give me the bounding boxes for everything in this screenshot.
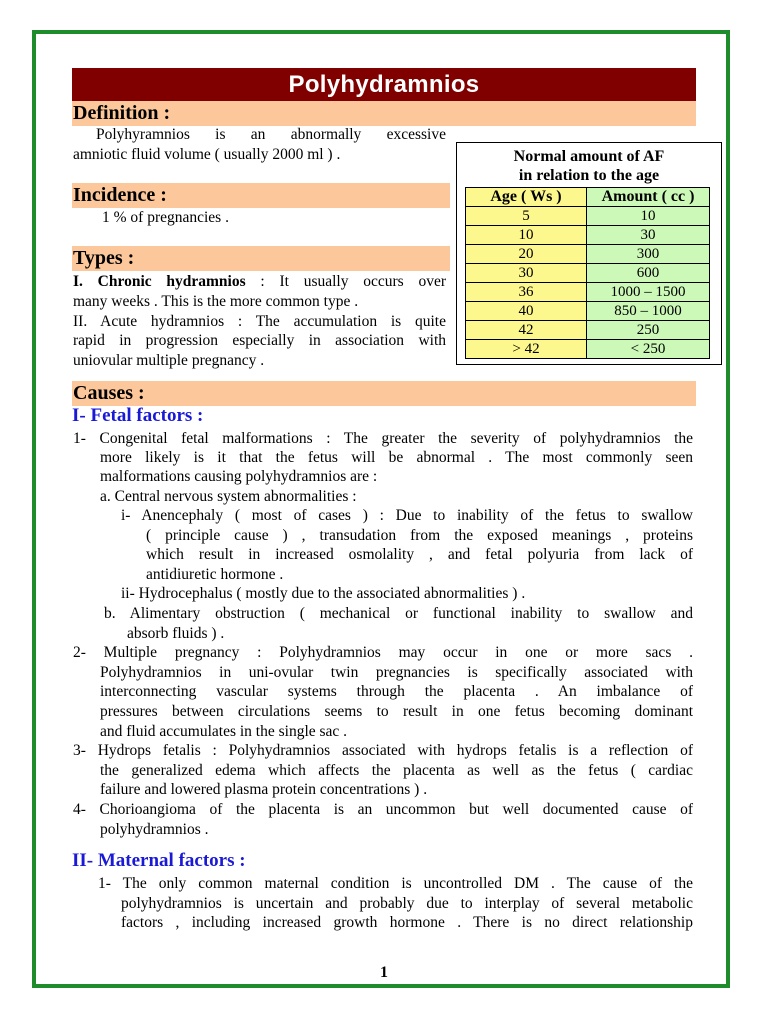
cause-3-line-2: the generalized edema which affects the placenta as well as the fetus ( cardiac: [100, 762, 693, 779]
cause-2-line-1: 2- Multiple pregnancy : Polyhydramnios may occur in one or more sacs .: [73, 644, 693, 661]
definition-line-1: Polyhyramnios is an abnormally excessive: [96, 126, 446, 143]
cause-3-line-1: 3- Hydrops fetalis : Polyhydramnios associated with hydrops fetalis is a reflection of: [73, 742, 693, 759]
fetal-factors-heading: I- Fetal factors :: [72, 405, 204, 426]
maternal-1-line-1: 1- The only common maternal condition is uncontrolled DM . The cause of the: [98, 875, 693, 892]
amount-cell: 850 – 1000: [587, 302, 710, 321]
age-cell: 10: [466, 226, 587, 245]
age-cell: 36: [466, 283, 587, 302]
cause-1a-i-line-2: ( principle cause ) , transudation from the exposed meanings , proteins: [146, 527, 693, 544]
cause-1-line-3: malformations causing polyhydramnios are :: [100, 468, 378, 485]
amount-cell: 600: [587, 264, 710, 283]
af-table-box: [456, 142, 722, 365]
definition-heading: Definition :: [72, 101, 696, 126]
table-row: [466, 302, 710, 321]
maternal-1-line-2: polyhydramnios is uncertain and probably due to interplay of several metabolic: [121, 895, 693, 912]
cause-3-line-3: failure and lowered plasma protein concentrations ) .: [100, 781, 428, 798]
chronic-label: I. Chronic hydramnios: [73, 273, 246, 290]
causes-heading: Causes :: [72, 381, 696, 406]
age-cell: 40: [466, 302, 587, 321]
af-table-header-row: [466, 188, 710, 207]
cause-1a-i-line-1: i- Anencephaly ( most of cases ) : Due to inability of the fetus to swallow: [121, 507, 693, 524]
cause-4-line-2: polyhydramnios .: [100, 821, 209, 838]
age-cell: 20: [466, 245, 587, 264]
cause-2-line-5: and fluid accumulates in the single sac .: [100, 723, 348, 740]
table-row: [466, 207, 710, 226]
table-row: [466, 321, 710, 340]
cause-1b-line-2: absorb fluids ) .: [127, 625, 225, 642]
af-col-age: Age ( Ws ): [466, 188, 587, 207]
table-row: [466, 264, 710, 283]
cause-2-line-3: interconnecting vascular systems through the placenta . An imbalance of: [100, 683, 693, 700]
cause-4-line-1: 4- Chorioangioma of the placenta is an uncommon but well documented cause of: [73, 801, 693, 818]
incidence-text: 1 % of pregnancies .: [102, 209, 229, 226]
age-cell: 42: [466, 321, 587, 340]
af-table: [465, 187, 710, 359]
cause-2-line-2: Polyhydramnios in uni-ovular twin pregnancies is specifically associated with: [100, 664, 693, 681]
types-chronic-line-2: many weeks . This is the more common type .: [73, 293, 359, 310]
chronic-rest: : It usually occurs over: [245, 273, 446, 290]
cause-1a-i-line-3: which result in increased osmolality , and fetal polyuria from lack of: [146, 546, 693, 563]
age-cell: 30: [466, 264, 587, 283]
page-number: 1: [380, 964, 388, 981]
table-row: [466, 340, 710, 359]
af-table-caption-1: Normal amount of AF: [513, 148, 665, 165]
amount-cell: 250: [587, 321, 710, 340]
amount-cell: < 250: [587, 340, 710, 359]
cause-1-line-2: more likely is it that the fetus will be abnormal . The most commonly seen: [100, 449, 693, 466]
cause-1a-ii: ii- Hydrocephalus ( mostly due to the associated abnormalities ) .: [121, 585, 526, 602]
cause-1a: a. Central nervous system abnormalities :: [100, 488, 357, 505]
types-acute-line-3: uniovular multiple pregnancy .: [73, 352, 265, 369]
cause-1b-line-1: b. Alimentary obstruction ( mechanical or functional inability to swallow and: [104, 605, 693, 622]
definition-line-2: amniotic fluid volume ( usually 2000 ml ) .: [73, 146, 341, 163]
types-chronic-line-1: [73, 272, 446, 292]
amount-cell: 300: [587, 245, 710, 264]
af-table-caption-2: in relation to the age: [518, 167, 660, 184]
af-col-amount: Amount ( cc ): [587, 188, 710, 207]
page-title: Polyhydramnios: [72, 68, 696, 101]
table-row: [466, 245, 710, 264]
table-row: [466, 283, 710, 302]
amount-cell: 10: [587, 207, 710, 226]
amount-cell: 30: [587, 226, 710, 245]
types-heading: Types :: [72, 246, 450, 271]
age-cell: 5: [466, 207, 587, 226]
types-acute-line-2: rapid in progression especially in association with: [73, 332, 446, 349]
table-row: [466, 226, 710, 245]
age-cell: > 42: [466, 340, 587, 359]
cause-1a-i-line-4: antidiuretic hormone .: [146, 566, 284, 583]
cause-1-line-1: 1- Congenital fetal malformations : The greater the severity of polyhydramnios the: [73, 430, 693, 447]
incidence-heading: Incidence :: [72, 183, 450, 208]
cause-2-line-4: pressures between circulations seems to result in one fetus becoming dominant: [100, 703, 693, 720]
types-acute-line-1: II. Acute hydramnios : The accumulation is quite: [73, 313, 446, 330]
maternal-factors-heading: II- Maternal factors :: [72, 850, 246, 871]
maternal-1-line-3: factors , including increased growth hormone . There is no direct relationship: [121, 914, 693, 931]
amount-cell: 1000 – 1500: [587, 283, 710, 302]
